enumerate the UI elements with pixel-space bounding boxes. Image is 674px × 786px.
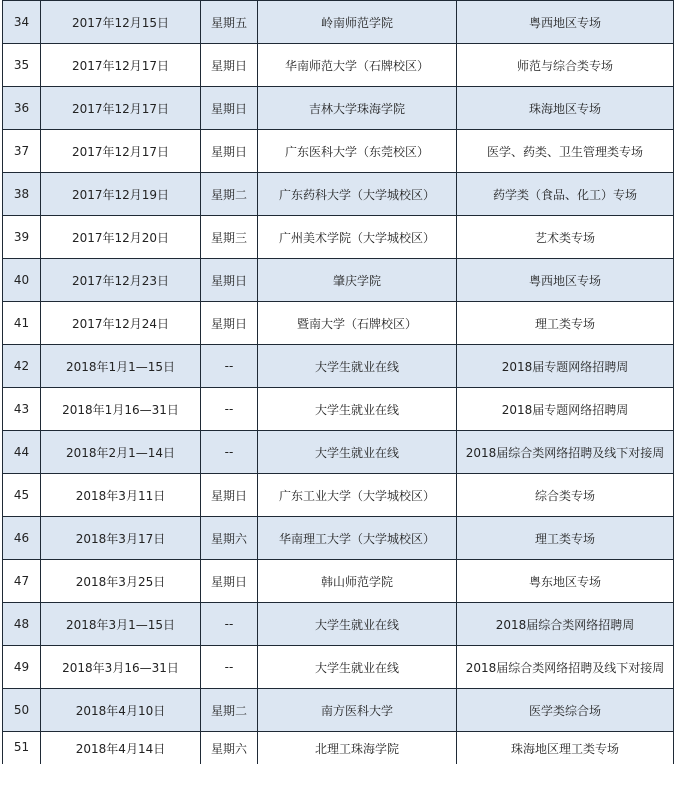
- venue-cell: 韩山师范学院: [258, 560, 457, 603]
- schedule-table-body: [3, 1, 674, 765]
- table-row: [3, 259, 674, 302]
- venue-cell: 大学生就业在线: [258, 431, 457, 474]
- table-row: [3, 130, 674, 173]
- date-cell: 2017年12月24日: [41, 302, 201, 345]
- fair-type-cell: 医学、药类、卫生管理类专场: [457, 130, 674, 173]
- date-cell: 2018年1月16—31日: [41, 388, 201, 431]
- venue-cell: 大学生就业在线: [258, 388, 457, 431]
- venue-cell: 华南理工大学（大学城校区）: [258, 517, 457, 560]
- row-number-cell: 39: [3, 216, 41, 259]
- row-number-cell: 37: [3, 130, 41, 173]
- fair-type-cell: 2018届综合类网络招聘及线下对接周: [457, 431, 674, 474]
- weekday-cell: 星期六: [201, 517, 258, 560]
- fair-type-cell: 2018届专题网络招聘周: [457, 388, 674, 431]
- weekday-cell: 星期五: [201, 1, 258, 44]
- weekday-cell: --: [201, 388, 258, 431]
- fair-type-cell: 综合类专场: [457, 474, 674, 517]
- fair-type-cell: 粤西地区专场: [457, 1, 674, 44]
- row-number-cell: 41: [3, 302, 41, 345]
- date-cell: 2017年12月15日: [41, 1, 201, 44]
- date-cell: 2017年12月17日: [41, 44, 201, 87]
- venue-cell: 广东医科大学（东莞校区）: [258, 130, 457, 173]
- date-cell: 2018年3月16—31日: [41, 646, 201, 689]
- weekday-cell: --: [201, 345, 258, 388]
- date-cell: 2018年2月1—14日: [41, 431, 201, 474]
- venue-cell: 广东药科大学（大学城校区）: [258, 173, 457, 216]
- fair-type-cell: 2018届综合类网络招聘及线下对接周: [457, 646, 674, 689]
- fair-type-cell: 医学类综合场: [457, 689, 674, 732]
- date-cell: 2017年12月19日: [41, 173, 201, 216]
- row-number-cell: 34: [3, 1, 41, 44]
- row-number-cell: 47: [3, 560, 41, 603]
- venue-cell: 大学生就业在线: [258, 646, 457, 689]
- row-number-cell: 48: [3, 603, 41, 646]
- table-row: [3, 388, 674, 431]
- table-row: [3, 560, 674, 603]
- table-row: [3, 474, 674, 517]
- venue-cell: 吉林大学珠海学院: [258, 87, 457, 130]
- job-fair-schedule-table: [2, 0, 674, 764]
- venue-cell: 暨南大学（石牌校区）: [258, 302, 457, 345]
- fair-type-cell: 师范与综合类专场: [457, 44, 674, 87]
- row-number-cell: 50: [3, 689, 41, 732]
- row-number-cell: 35: [3, 44, 41, 87]
- row-number-cell: 40: [3, 259, 41, 302]
- fair-type-cell: 理工类专场: [457, 517, 674, 560]
- table-row: [3, 517, 674, 560]
- weekday-cell: --: [201, 603, 258, 646]
- venue-cell: 岭南师范学院: [258, 1, 457, 44]
- weekday-cell: --: [201, 431, 258, 474]
- weekday-cell: 星期三: [201, 216, 258, 259]
- row-number-cell: 36: [3, 87, 41, 130]
- fair-type-cell: 2018届专题网络招聘周: [457, 345, 674, 388]
- table-row: [3, 345, 674, 388]
- venue-cell: 肇庆学院: [258, 259, 457, 302]
- row-number-cell: 43: [3, 388, 41, 431]
- weekday-cell: 星期日: [201, 44, 258, 87]
- weekday-cell: 星期二: [201, 173, 258, 216]
- date-cell: 2018年3月11日: [41, 474, 201, 517]
- fair-type-cell: 理工类专场: [457, 302, 674, 345]
- venue-cell: 广州美术学院（大学城校区）: [258, 216, 457, 259]
- row-number-cell: 45: [3, 474, 41, 517]
- venue-cell: 广东工业大学（大学城校区）: [258, 474, 457, 517]
- table-row: [3, 173, 674, 216]
- table-row: [3, 603, 674, 646]
- date-cell: 2017年12月20日: [41, 216, 201, 259]
- fair-type-cell: 2018届综合类网络招聘周: [457, 603, 674, 646]
- row-number-cell: 44: [3, 431, 41, 474]
- table-row: [3, 431, 674, 474]
- row-number-cell: 46: [3, 517, 41, 560]
- fair-type-cell: 粤西地区专场: [457, 259, 674, 302]
- date-cell: 2018年4月14日: [41, 732, 201, 765]
- table-row: [3, 216, 674, 259]
- date-cell: 2018年3月17日: [41, 517, 201, 560]
- venue-cell: 南方医科大学: [258, 689, 457, 732]
- weekday-cell: 星期日: [201, 259, 258, 302]
- row-number-cell: 51: [3, 732, 41, 765]
- fair-type-cell: 粤东地区专场: [457, 560, 674, 603]
- weekday-cell: 星期日: [201, 87, 258, 130]
- table-row: [3, 689, 674, 732]
- fair-type-cell: 艺术类专场: [457, 216, 674, 259]
- weekday-cell: 星期二: [201, 689, 258, 732]
- date-cell: 2018年1月1—15日: [41, 345, 201, 388]
- date-cell: 2017年12月23日: [41, 259, 201, 302]
- venue-cell: 大学生就业在线: [258, 345, 457, 388]
- table-row: [3, 646, 674, 689]
- date-cell: 2018年3月1—15日: [41, 603, 201, 646]
- weekday-cell: --: [201, 646, 258, 689]
- fair-type-cell: 珠海地区理工类专场: [457, 732, 674, 765]
- table-row: [3, 302, 674, 345]
- row-number-cell: 49: [3, 646, 41, 689]
- row-number-cell: 42: [3, 345, 41, 388]
- weekday-cell: 星期六: [201, 732, 258, 765]
- weekday-cell: 星期日: [201, 474, 258, 517]
- row-number-cell: 38: [3, 173, 41, 216]
- date-cell: 2017年12月17日: [41, 130, 201, 173]
- venue-cell: 华南师范大学（石牌校区）: [258, 44, 457, 87]
- date-cell: 2018年3月25日: [41, 560, 201, 603]
- table-row: [3, 732, 674, 765]
- date-cell: 2017年12月17日: [41, 87, 201, 130]
- weekday-cell: 星期日: [201, 302, 258, 345]
- venue-cell: 北理工珠海学院: [258, 732, 457, 765]
- weekday-cell: 星期日: [201, 560, 258, 603]
- venue-cell: 大学生就业在线: [258, 603, 457, 646]
- weekday-cell: 星期日: [201, 130, 258, 173]
- table-row: [3, 87, 674, 130]
- table-row: [3, 1, 674, 44]
- fair-type-cell: 珠海地区专场: [457, 87, 674, 130]
- fair-type-cell: 药学类（食品、化工）专场: [457, 173, 674, 216]
- table-row: [3, 44, 674, 87]
- date-cell: 2018年4月10日: [41, 689, 201, 732]
